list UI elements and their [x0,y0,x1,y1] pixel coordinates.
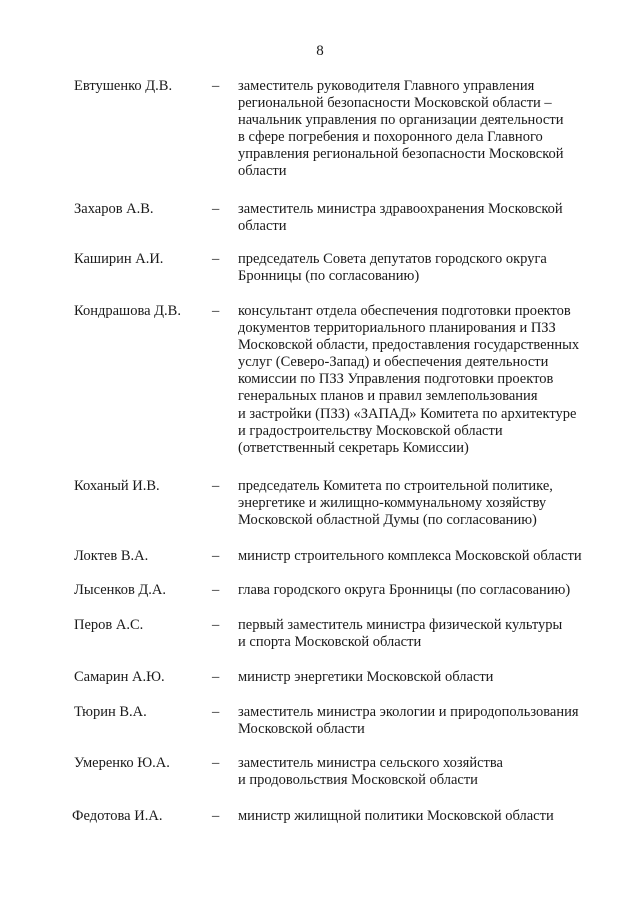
member-position [238,704,613,738]
separator-dash: – [212,755,220,771]
position-line: комиссии по ПЗЗ Управления подготовки проектов [238,371,554,388]
member-position [238,808,613,825]
member-name: Лысенков Д.А. [74,582,167,598]
member-position [238,78,613,181]
position-line: заместитель руководителя Главного управления [238,78,535,94]
position-line: области [238,163,287,180]
member-position [238,669,613,686]
position-line: начальник управления по организации деятельности [238,112,564,129]
position-line: и продовольствия Московской области [238,772,478,789]
position-line: услуг (Северо-Запад) и обеспечения деятельности [238,354,549,371]
position-line: энергетике и жилищно-коммунальному хозяйству [238,495,547,512]
position-line: заместитель министра здравоохранения Московской [238,201,563,217]
position-line: и застройки (ПЗЗ) «ЗАПАД» Комитета по архитектуре [238,405,577,422]
separator-dash: – [212,808,220,824]
separator-dash: – [212,201,220,217]
member-name: Каширин А.И. [74,251,164,267]
member-name: Умеренко Ю.А. [74,755,170,771]
position-line: Бронницы (по согласованию) [238,268,420,285]
position-line: документов территориального планирования и ПЗЗ [238,320,556,337]
member-position [238,303,613,457]
position-line: глава городского округа Бронницы (по согласованию) [238,582,571,598]
position-line: в сфере погребения и похоронного дела Главного [238,129,543,146]
position-line: министр строительного комплекса Московской области [238,548,582,564]
position-line: заместитель министра экологии и природопользования [238,704,579,720]
separator-dash: – [212,582,220,598]
member-name: Кондрашова Д.В. [74,303,181,319]
position-line: (ответственный секретарь Комиссии) [238,439,469,456]
position-line: заместитель министра сельского хозяйства [238,755,503,771]
separator-dash: – [212,303,220,319]
position-line: министр энергетики Московской области [238,669,494,685]
position-line: Московской области, предоставления государственных [238,337,580,354]
member-position [238,755,613,789]
member-name: Захаров А.В. [74,201,154,217]
member-position [238,548,613,565]
member-name: Федотова И.А. [72,808,163,824]
position-line: генеральных планов и правил землепользования [238,388,538,405]
member-name: Локтев В.А. [74,548,149,564]
member-name: Самарин А.Ю. [74,669,165,685]
separator-dash: – [212,251,220,267]
separator-dash: – [212,78,220,94]
position-line: Московской области [238,721,365,738]
position-line: и градостроительству Московской области [238,422,503,439]
position-line: председатель Совета депутатов городского округа [238,251,547,267]
position-line: Московской областной Думы (по согласованию) [238,512,537,529]
separator-dash: – [212,617,220,633]
position-line: первый заместитель министра физической культуры [238,617,563,633]
position-line: региональной безопасности Московской области – [238,95,552,112]
member-name: Перов А.С. [74,617,144,633]
member-position [238,582,613,599]
position-line: министр жилищной политики Московской области [238,808,554,824]
position-line: консультант отдела обеспечения подготовки проектов [238,303,571,319]
position-line: области [238,218,287,235]
member-position [238,201,613,235]
position-line: управления региональной безопасности Московской [238,146,564,163]
separator-dash: – [212,548,220,564]
member-name: Коханый И.В. [74,478,160,494]
member-name: Тюрин В.А. [74,704,147,720]
member-position [238,478,613,529]
page-number: 8 [316,43,324,59]
separator-dash: – [212,669,220,685]
position-line: и спорта Московской области [238,634,422,651]
member-name: Евтушенко Д.В. [74,78,173,94]
separator-dash: – [212,704,220,720]
separator-dash: – [212,478,220,494]
member-position [238,617,613,651]
position-line: председатель Комитета по строительной политике, [238,478,553,494]
member-position [238,251,613,285]
